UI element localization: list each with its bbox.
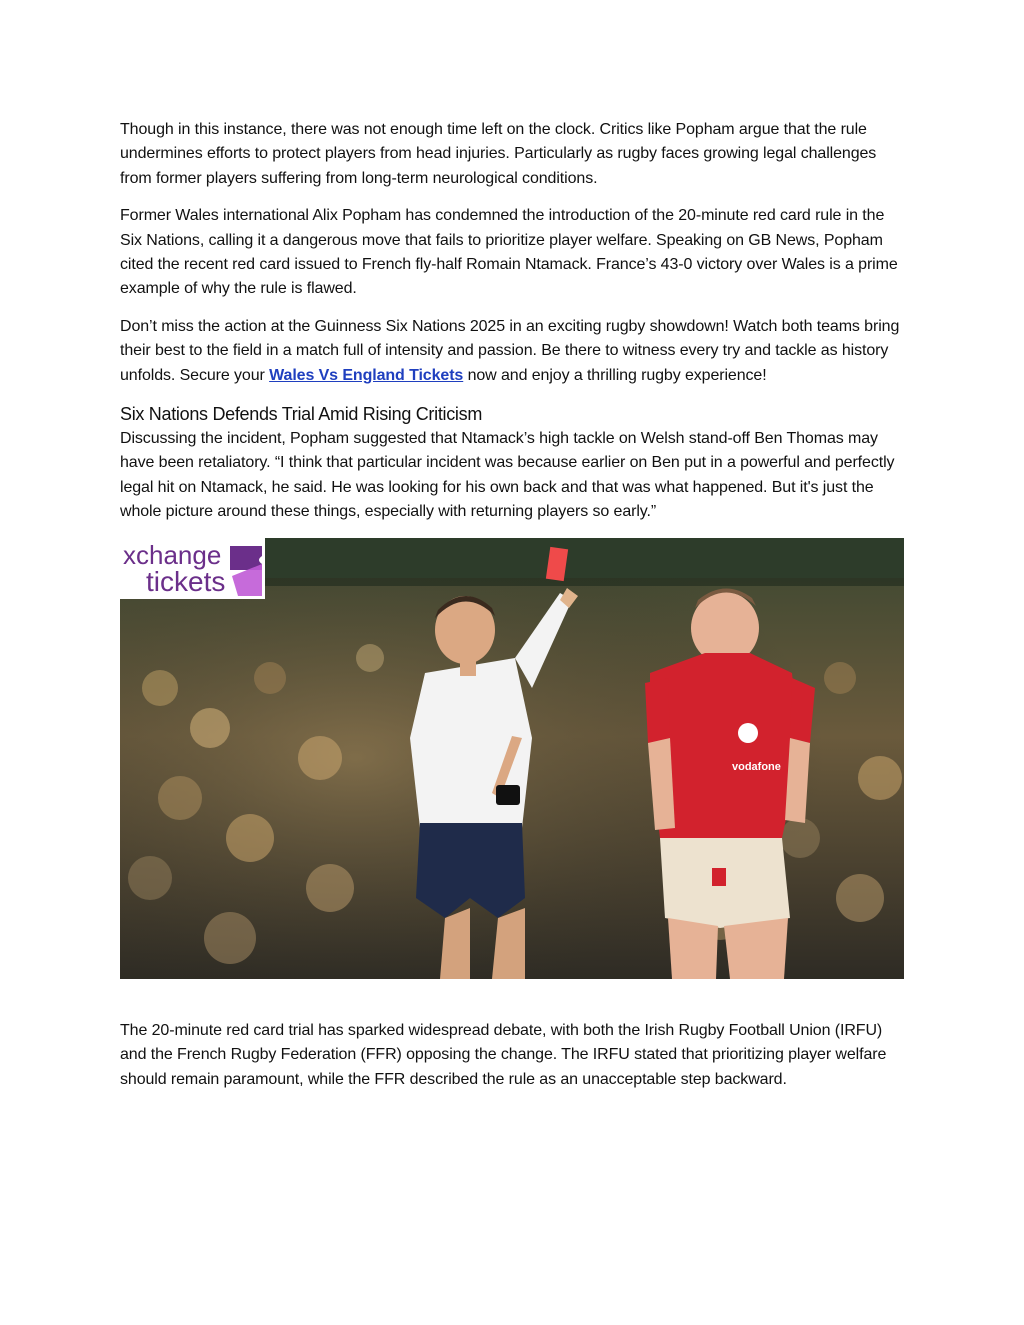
xchange-tickets-logo <box>120 538 265 599</box>
paragraph-promo <box>120 315 910 388</box>
paragraph-incident: Discussing the incident, Popham suggested that Ntamack’s high tackle on Welsh stand-off Ben Thomas may have been retaliatory. “I think that particular incident was because earlier on Ben put in a powerful and perfectly legal hit on Ntamack, he said. He was looking for his own back and that was what happened. But it's just the whole picture around these things, especially with returning players so early.” <box>120 430 895 521</box>
svg-text:xchange: xchange <box>123 539 222 570</box>
shirt-sponsor-text: vodafone <box>732 760 781 773</box>
paragraph-popham: Former Wales international Alix Popham has condemned the introduction of the 20-minute red card rule in the Six Nations, calling it a dangerous move that fails to prioritize player welfare. Speaking on GB News, Popham cited the recent red card issued to French fly-half Romain Ntamack. France’s 43-0 victory over Wales is a prime example of why the rule is flawed. <box>120 207 898 298</box>
paragraph-debate: The 20-minute red card trial has sparked widespread debate, with both the Irish Rugby Football Union (IRFU) and the French Rugby Federation (FFR) opposing the change. The IRFU stated that prioritizing player welfare should remain paramount, while the FFR described the rule as an unacceptable step backward. <box>120 1021 887 1088</box>
section-heading: Six Nations Defends Trial Amid Rising Criticism <box>120 404 483 425</box>
referee-red-card-image <box>120 538 904 979</box>
ticket-logo-icon <box>120 538 265 599</box>
match-photo <box>120 538 904 979</box>
tickets-link[interactable]: Wales Vs England Tickets <box>269 366 464 384</box>
promo-text-after: now and enjoy a thrilling rugby experience! <box>463 366 767 384</box>
paragraph-clock: Though in this instance, there was not enough time left on the clock. Critics like Popham argue that the rule undermines efforts to protect players from head injuries. Particularly as rugby faces growing legal challenges from former players suffering from long-term neurological conditions. <box>120 121 877 187</box>
article-body <box>120 118 910 1105</box>
promo-text-before: Don’t miss the action at the Guinness Six Nations 2025 in an exciting rugby showdown! Watch both teams bring their best to the field in a match full of intensity and passion. Be there to witness every try and tackle as history unfolds. Secure your <box>120 317 900 384</box>
svg-text:tickets: tickets <box>146 565 226 597</box>
